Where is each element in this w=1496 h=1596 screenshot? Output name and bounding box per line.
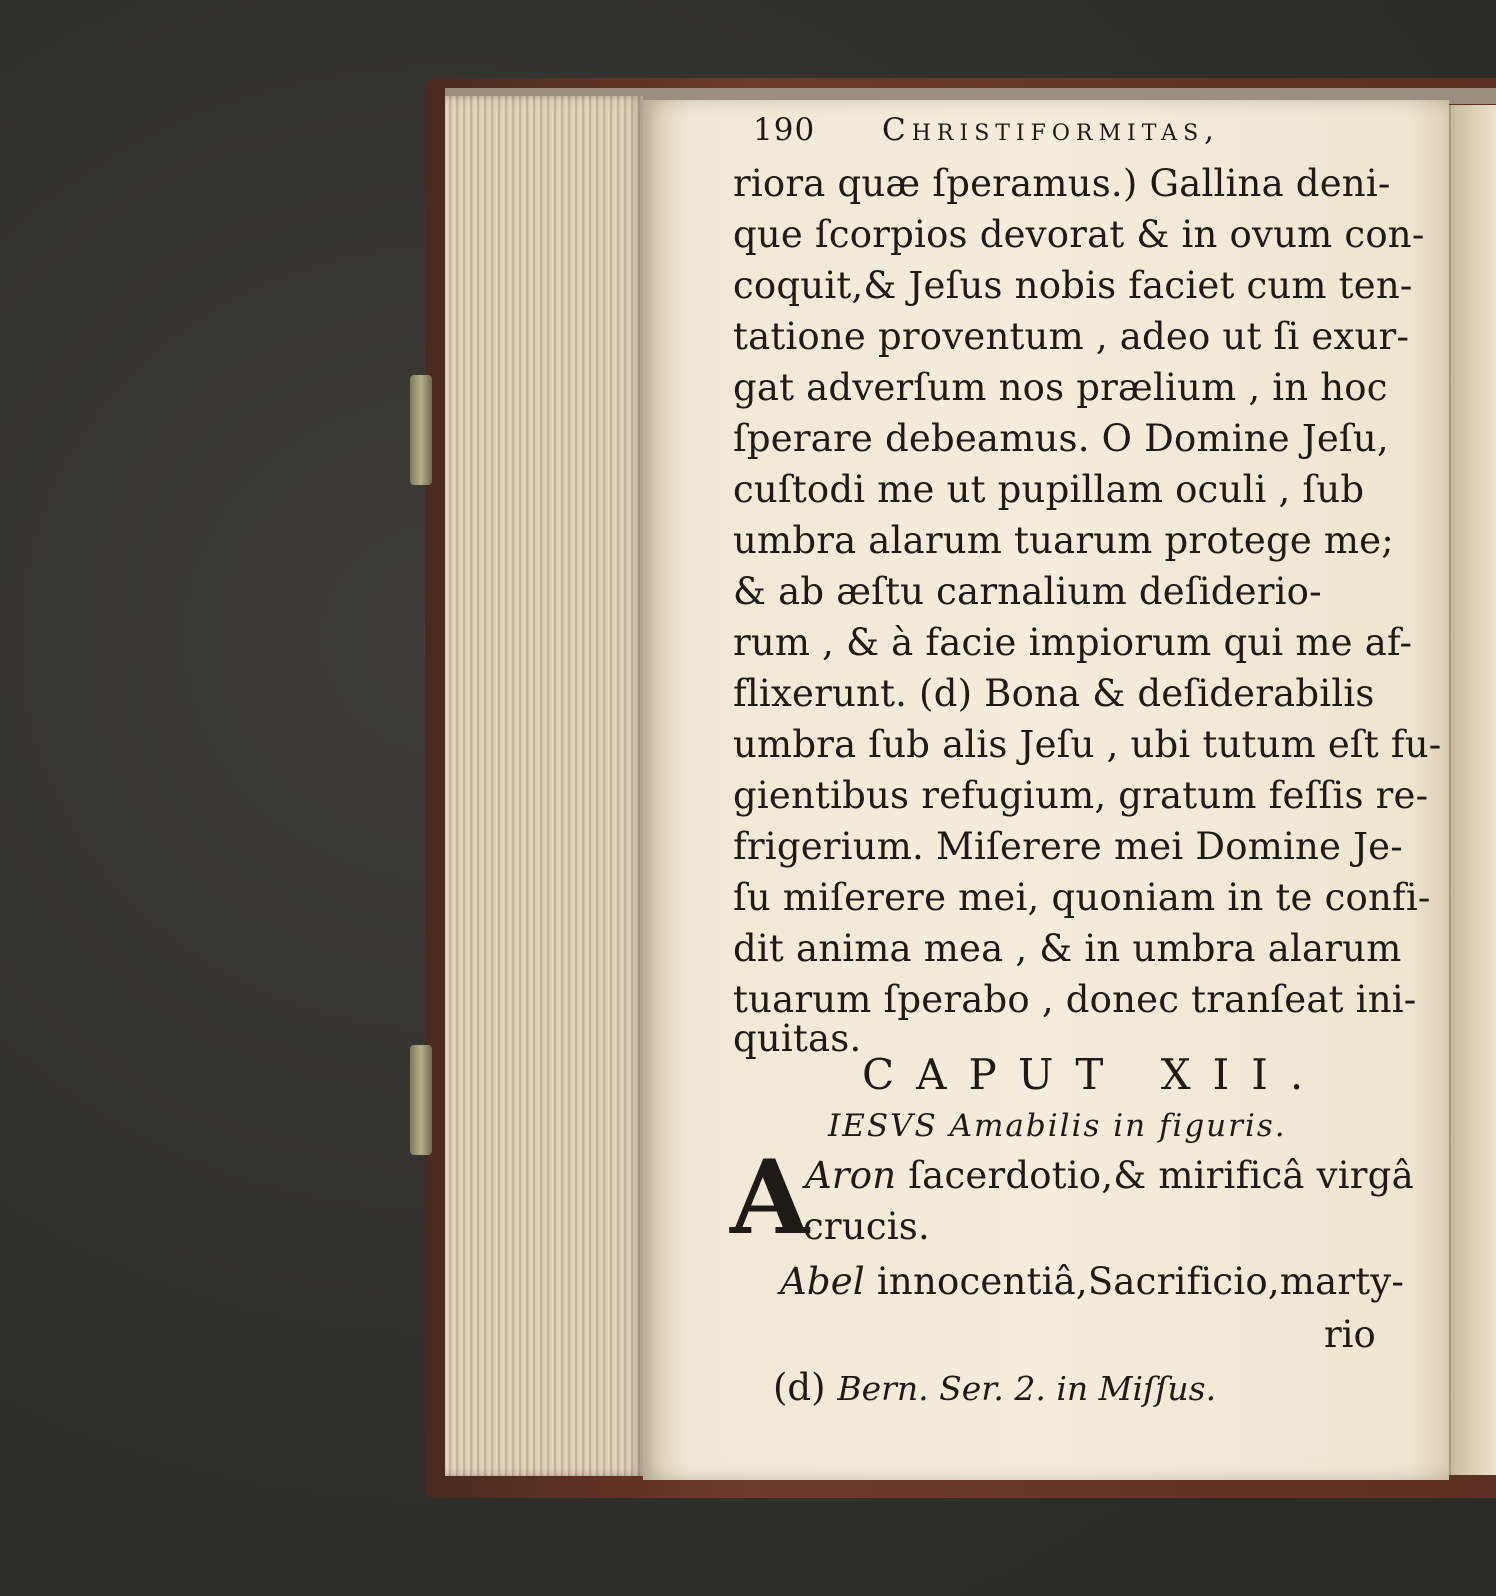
footnote-mark: (d) bbox=[773, 1366, 826, 1409]
running-title: Christiformitas, bbox=[882, 112, 1220, 148]
body-line: cuſtodi me ut pupillam oculi , ſub bbox=[733, 468, 1365, 511]
clasp-top bbox=[410, 375, 432, 485]
body-line: gientibus refugium, gratum feſſis re- bbox=[733, 774, 1429, 817]
footnote-text: Bern. Ser. 2. in Miſſus. bbox=[837, 1369, 1217, 1408]
body-line: ſperare debeamus. O Domine Jeſu, bbox=[733, 417, 1389, 460]
clasp-bottom bbox=[410, 1045, 432, 1155]
entry-aron-line1 bbox=[805, 1152, 1414, 1200]
body-line: tuarum ſperabo , donec tranſeat ini- bbox=[733, 978, 1417, 1021]
catchword: rio bbox=[1324, 1313, 1376, 1356]
page-edges bbox=[445, 96, 643, 1476]
body-line: riora quæ ſperamus.) Gallina deni- bbox=[733, 162, 1391, 205]
body-line: quitas. bbox=[733, 1017, 862, 1060]
entry-aron-line2: crucis. bbox=[803, 1205, 930, 1248]
page-number: 190 bbox=[753, 112, 816, 148]
drop-capital: A bbox=[730, 1138, 810, 1258]
entry-abel-name: Abel bbox=[780, 1260, 865, 1303]
entry-aron-text: ſacerdotio,& mirificâ virgâ bbox=[896, 1154, 1414, 1197]
body-line: tatione proventum , adeo ut ſi exur- bbox=[733, 315, 1410, 358]
body-line: umbra ſub alis Jeſu , ubi tutum eſt fu- bbox=[733, 723, 1442, 766]
body-line: flixerunt. (d) Bona & deſiderabilis bbox=[733, 672, 1375, 715]
chapter-heading: CAPUT XII. bbox=[862, 1050, 1326, 1099]
entry-aron-name: Aron bbox=[805, 1154, 897, 1197]
body-line: ſu miſerere mei, quoniam in te confi- bbox=[733, 876, 1431, 919]
entry-abel-line1 bbox=[780, 1258, 1404, 1306]
facing-page-edge bbox=[1449, 105, 1496, 1475]
running-head bbox=[753, 112, 1220, 148]
body-line: coquit,& Jeſus nobis faciet cum ten- bbox=[733, 264, 1413, 307]
body-line: umbra alarum tuarum protege me; bbox=[733, 519, 1394, 562]
chapter-subtitle: IESVS Amabilis in figuris. bbox=[828, 1108, 1287, 1144]
entry-abel-text: innocentiâ,Sacrificio,marty- bbox=[864, 1260, 1405, 1303]
body-line: gat adverſum nos prælium , in hoc bbox=[733, 366, 1388, 409]
body-line: frigerium. Miſerere mei Domine Je- bbox=[733, 825, 1403, 868]
body-line: que ſcorpios devorat & in ovum con- bbox=[733, 213, 1425, 256]
body-line: & ab æſtu carnalium deſiderio- bbox=[733, 570, 1322, 613]
body-line: dit anima mea , & in umbra alarum bbox=[733, 927, 1402, 970]
body-line: rum , & à facie impiorum qui me af- bbox=[733, 621, 1413, 664]
footnote bbox=[773, 1366, 1216, 1409]
